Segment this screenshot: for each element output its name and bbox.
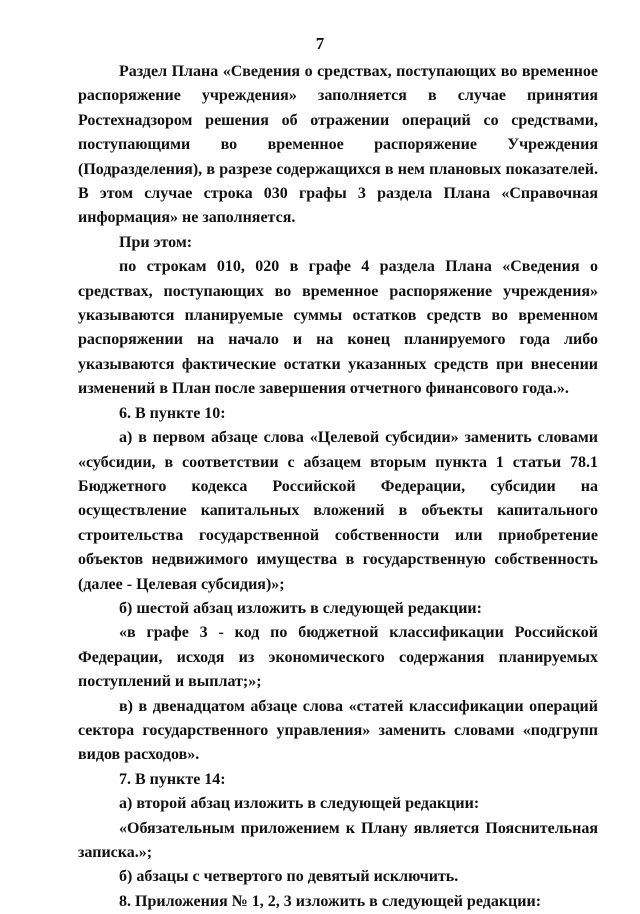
paragraph-item-7a: а) второй абзац изложить в следующей редакции: — [119, 795, 480, 813]
document-body — [78, 60, 598, 914]
paragraph-item-7b: б) абзацы с четвертого по девятый исключить. — [119, 868, 459, 886]
paragraph-item-6b: б) шестой абзац изложить в следующей редакции: — [119, 599, 482, 617]
paragraph-item-6a: а) в первом абзаце слова «Целевой субсидии» заменить словами «субсидии, в соответствии с абзацем вторым пункта 1 статьи 78.1 Бюджетного кодекса Российской Федерации, субсидии на осуществление капитальных вложений в объекты капитального строительства государственной собственности или приобретение объектов недвижимого имущества в государственную собственность (далее - Целевая субсидия)»; — [78, 429, 598, 593]
paragraph-item-6v: в) в двенадцатом абзаце слова «статей классификации операций сектора государственного управления» заменить словами «подгрупп видов расходов». — [78, 697, 598, 764]
paragraph-item-7: 7. В пункте 14: — [119, 770, 226, 788]
paragraph-section-info: Раздел Плана «Сведения о средствах, поступающих во временное распоряжение учреждения» заполняется в случае принятия Ростехнадзором решения об отражении операций со средствами, поступающими во временное распоряжение Учреждения (Подразделения), в разрезе содержащихся в нем плановых показателей. В этом случае строка 030 графы 3 раздела Плана «Справочная информация» не заполняется. — [78, 63, 598, 227]
paragraph-rows-010-020: по строкам 010, 020 в графе 4 раздела Плана «Сведения о средствах, поступающих во временное распоряжение учреждения» указываются планируемые суммы остатков средств во временном распоряжении на начало и на конец планируемого года либо указываются фактические остатки указанных средств при внесении изменений в План после завершения отчетного финансового года.». — [78, 258, 598, 398]
paragraph-item-7a-text: «Обязательным приложением к Плану является Пояснительная записка.»; — [78, 819, 598, 861]
paragraph-pri-etom: При этом: — [119, 233, 193, 251]
paragraph-item-6b-text: «в графе 3 - код по бюджетной классификации Российской Федерации, исходя из экономического содержания планируемых поступлений и выплат;»; — [78, 624, 598, 691]
page-number: 7 — [315, 34, 325, 53]
paragraph-item-6: 6. В пункте 10: — [119, 404, 226, 422]
paragraph-item-8: 8. Приложения № 1, 2, 3 изложить в следующей редакции: — [119, 892, 542, 910]
